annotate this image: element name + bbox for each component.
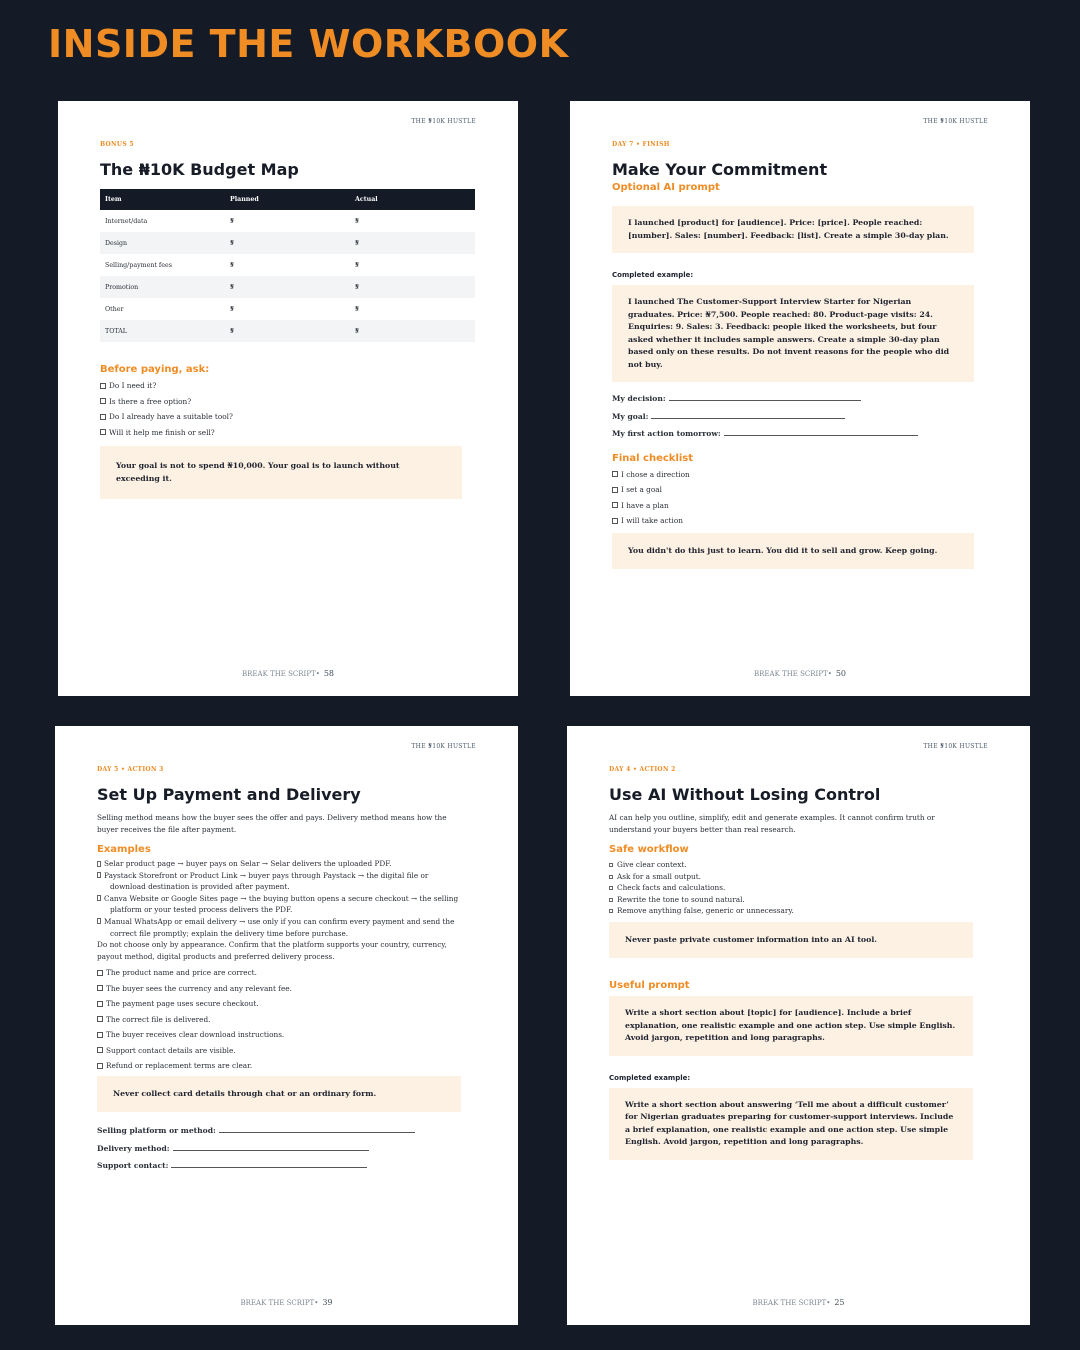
list-text: Remove anything false, generic or unnecessary. [617, 906, 794, 916]
list-item-continuation: platform or your tested process delivers the PDF. [110, 905, 293, 915]
list-text: Selar product page → buyer pays on Selar → Selar delivers the uploaded PDF. [104, 859, 392, 868]
callout-box: Never collect card details through chat or an ordinary form. [97, 1076, 461, 1113]
list-text: Check facts and calculations. [617, 883, 726, 893]
bullet-icon [97, 872, 101, 878]
list-item [97, 858, 476, 870]
fill-in-fields [97, 1122, 476, 1175]
list-text: Rewrite the tone to sound natural. [617, 894, 745, 904]
page-title: Use AI Without Losing Control [609, 785, 881, 804]
list-item [97, 870, 476, 882]
checklist [100, 378, 476, 440]
checklist-label: Support contact details are visible. [106, 1045, 236, 1055]
checkbox-icon[interactable] [97, 1063, 103, 1069]
checklist-item[interactable] [97, 965, 476, 981]
bullet-icon [609, 898, 613, 902]
examples-list [97, 858, 476, 939]
delivery-method-field[interactable] [97, 1140, 476, 1158]
bullet-icon [97, 861, 101, 867]
table-row [100, 276, 475, 298]
field-line[interactable] [669, 393, 861, 401]
checklist-label: Refund or replacement terms are clear. [106, 1061, 253, 1071]
page-title: Set Up Payment and Delivery [97, 785, 361, 804]
page-footer [55, 1298, 518, 1307]
field-label: My first action tomorrow: [612, 429, 721, 438]
field-label: My decision: [612, 394, 666, 403]
list-text: Ask for a small output. [617, 871, 701, 881]
checklist-label: The correct file is delivered. [106, 1014, 211, 1024]
list-item [97, 893, 476, 905]
checklist-title: Final checklist [612, 452, 694, 464]
checklist-item[interactable] [97, 1027, 476, 1043]
checklist-item[interactable] [612, 498, 988, 514]
table-header: Planned [225, 189, 350, 210]
checkbox-icon[interactable] [97, 1032, 103, 1038]
checkbox-icon[interactable] [612, 487, 618, 493]
footer-brand: BREAK THE SCRIPT• [241, 670, 320, 678]
list-text: Manual WhatsApp or email delivery → use only if you can confirm every payment and send the [104, 916, 455, 926]
checklist-label: Do I need it? [109, 381, 157, 390]
bullet-icon [609, 863, 613, 867]
example-label: Completed example: [612, 271, 694, 279]
table-cell: ₦ [355, 305, 360, 313]
checklist-label: I have a plan [621, 500, 669, 510]
footer-brand: BREAK THE SCRIPT• [240, 1299, 319, 1307]
table-header: Actual [350, 189, 475, 210]
example-box: Write a short section about answering ‘Tell me about a difficult customer’ for Nigerian graduates preparing for customer-support interviews. Include a brief explanation, one realistic example and one action step. Use simple English. Avoid jargon, repetition and long paragraphs. [609, 1088, 973, 1160]
callout-box: You didn't do this just to learn. You did it to sell and grow. Keep going. [612, 533, 974, 570]
list-item-continuation: download destination is provided after payment. [110, 882, 290, 892]
section-subhead: Before paying, ask: [100, 364, 210, 375]
table-cell: ₦ [350, 320, 475, 342]
bullet-icon [97, 918, 101, 924]
list-item [97, 916, 476, 928]
table-cell: ₦ [230, 261, 235, 269]
callout-box: Never paste private customer information into an AI tool. [609, 922, 973, 959]
section-subhead: Safe workflow [609, 844, 689, 855]
table-row [100, 210, 475, 232]
field-label: Delivery method: [97, 1143, 170, 1153]
prompt-box: I launched [product] for [audience]. Price: [price]. People reached: [number]. Sales: [number]. Feedback: [list]. Create a simple 30-day plan. [612, 206, 974, 253]
table-cell: ₦ [230, 305, 235, 313]
page-footer [570, 669, 1030, 678]
budget-table [100, 189, 475, 342]
list-item-continuation: correct file promptly; explain the delivery time before purchase. [110, 928, 349, 938]
bullet-icon [609, 909, 613, 913]
bullet-icon [609, 886, 613, 890]
list-item [609, 894, 988, 906]
first-action-field[interactable] [612, 425, 988, 443]
example-label: Completed example: [609, 1073, 691, 1082]
table-cell: ₦ [230, 217, 235, 225]
table-row [100, 320, 475, 342]
checklist-item[interactable] [612, 513, 988, 529]
checklist-item[interactable] [100, 394, 476, 410]
table-header: Item [100, 189, 225, 210]
selling-platform-field[interactable] [97, 1122, 476, 1140]
table-cell: ₦ [225, 232, 350, 254]
table-row [100, 298, 475, 320]
checklist-item[interactable] [100, 409, 476, 425]
checklist-label: I will take action [621, 516, 683, 525]
table-cell: ₦ [350, 276, 475, 298]
fill-in-fields [612, 390, 988, 443]
example-box: I launched The Customer-Support Interview Starter for Nigerian graduates. Price: ₦7,500. People reached: 80. Product-page visits: 24. Enquiries: 9. Sales: 3. Feedback: people liked the worksheets, but four asked whether it includes sample answers. Create a simple 30-day plan based only on these results. Do not invent reasons for the people who did not buy. [612, 285, 974, 382]
page-title: Make Your Commitment [612, 160, 828, 179]
page-number: 58 [323, 669, 335, 678]
checklist-item[interactable] [97, 996, 476, 1012]
table-cell: ₦ [225, 320, 350, 342]
callout-box: Your goal is not to spend ₦10,000. Your goal is to launch without exceeding it. [100, 446, 462, 499]
page-footer [58, 669, 518, 678]
running-head: THE ₦10K HUSTLE [411, 118, 476, 125]
page-kicker: DAY 5 • ACTION 3 [97, 766, 164, 773]
intro-paragraph: Selling method means how the buyer sees the offer and pays. Delivery method means how the buyer receives the file after payment. [97, 813, 447, 834]
checklist-item[interactable] [97, 1058, 476, 1074]
checklist-item[interactable] [100, 378, 476, 394]
checkbox-icon[interactable] [612, 502, 618, 508]
table-cell: Other [105, 305, 124, 313]
page-number: 25 [834, 1298, 845, 1307]
checklist-label: The buyer sees the currency and any relevant fee. [106, 983, 292, 993]
field-label: My goal: [612, 411, 649, 421]
bullet-icon [609, 875, 613, 879]
payment-delivery-page [55, 726, 518, 1325]
list-item [609, 905, 988, 917]
table-row [100, 254, 475, 276]
checklist-label: I chose a direction [621, 469, 690, 479]
list-item [609, 882, 988, 894]
checkbox-icon[interactable] [97, 1047, 103, 1053]
running-head: THE ₦10K HUSTLE [411, 743, 476, 750]
checkbox-icon[interactable] [612, 518, 618, 524]
table-cell: Selling/payment fees [105, 261, 172, 269]
checkbox-icon[interactable] [97, 985, 103, 991]
page-number: 39 [322, 1298, 333, 1307]
table-cell: ₦ [225, 276, 350, 298]
list-item [609, 871, 988, 883]
checkbox-icon[interactable] [612, 471, 618, 477]
checklist-item[interactable] [100, 425, 476, 441]
checkbox-icon[interactable] [100, 429, 106, 435]
list-item [609, 859, 988, 871]
list-text: Canva Website or Google Sites page → the buying button opens a secure checkout → the selling [104, 893, 459, 903]
checkbox-icon[interactable] [97, 1016, 103, 1022]
page-footer [567, 1298, 1030, 1307]
checkbox-icon[interactable] [97, 1001, 103, 1007]
use-ai-page [567, 726, 1030, 1325]
checklist [97, 965, 476, 1074]
checklist-label: Will it help me finish or sell? [109, 427, 215, 437]
support-contact-field[interactable] [97, 1157, 476, 1175]
field-line[interactable] [171, 1160, 367, 1168]
page-kicker: BONUS 5 [100, 141, 134, 148]
workflow-list [609, 859, 988, 917]
table-cell: Promotion [100, 276, 225, 298]
budget-map-page [58, 101, 518, 696]
page-number: 50 [835, 669, 847, 678]
intro-paragraph: AI can help you outline, simplify, edit and generate examples. It cannot confirm truth or understand your buyers better than real research. [609, 813, 935, 834]
table-cell: Internet/data [105, 217, 148, 225]
footer-brand: BREAK THE SCRIPT• [752, 1299, 831, 1307]
checkbox-icon[interactable] [100, 398, 106, 404]
prompt-box: Write a short section about [topic] for [audience]. Include a brief explanation, one realistic example and one action step. Use simple English. Avoid jargon, repetition and long paragraphs. [609, 996, 973, 1056]
checklist-item[interactable] [97, 981, 476, 997]
table-cell: ₦ [350, 232, 475, 254]
section-subhead: Optional AI prompt [612, 182, 720, 193]
checklist-label: Do I already have a suitable tool? [109, 412, 233, 421]
prompt-title: Useful prompt [609, 980, 690, 992]
decision-field[interactable] [612, 390, 988, 408]
checklist-item[interactable] [612, 482, 988, 498]
page-kicker: DAY 4 • ACTION 2 [609, 766, 676, 773]
checklist-label: I set a goal [621, 485, 662, 494]
checklist-item[interactable] [97, 1043, 476, 1059]
table-row [100, 232, 475, 254]
footer-brand: BREAK THE SCRIPT• [753, 670, 832, 678]
checklist-item[interactable] [612, 467, 988, 483]
checklist-item[interactable] [97, 1012, 476, 1028]
section-subhead: Examples [97, 844, 151, 855]
checkbox-icon[interactable] [97, 970, 103, 976]
field-line[interactable] [724, 428, 918, 436]
note-paragraph: Do not choose only by appearance. Confirm that the platform supports your country, currency, payout method, digital products and preferred delivery process. [97, 940, 447, 961]
workbook-headline: INSIDE THE WORKBOOK [48, 22, 569, 66]
checklist [612, 467, 988, 529]
field-line[interactable] [173, 1143, 369, 1151]
checkbox-icon[interactable] [100, 383, 106, 389]
checklist-label: The product name and price are correct. [106, 968, 257, 978]
checklist-label: The buyer receives clear download instructions. [106, 1030, 285, 1040]
page-kicker: DAY 7 • FINISH [612, 141, 670, 148]
field-line[interactable] [219, 1125, 415, 1133]
table-cell: ₦ [355, 217, 360, 225]
running-head: THE ₦10K HUSTLE [923, 743, 988, 750]
field-label: Selling platform or method: [97, 1126, 216, 1136]
field-line[interactable] [651, 411, 845, 419]
field-label: Support contact: [97, 1161, 169, 1171]
page-title: The ₦10K Budget Map [100, 160, 299, 179]
table-cell: ₦ [355, 261, 360, 269]
list-text: Give clear context. [617, 860, 687, 869]
table-cell: Design [100, 232, 225, 254]
checklist-label: The payment page uses secure checkout. [106, 999, 259, 1009]
list-text: Paystack Storefront or Product Link → buyer pays through Paystack → the digital file or [104, 870, 429, 880]
running-head: THE ₦10K HUSTLE [923, 118, 988, 125]
table-cell: TOTAL [100, 320, 225, 342]
goal-field[interactable] [612, 408, 988, 426]
checkbox-icon[interactable] [100, 414, 106, 420]
bullet-icon [97, 895, 101, 901]
commitment-page [570, 101, 1030, 696]
checklist-label: Is there a free option? [109, 396, 192, 406]
